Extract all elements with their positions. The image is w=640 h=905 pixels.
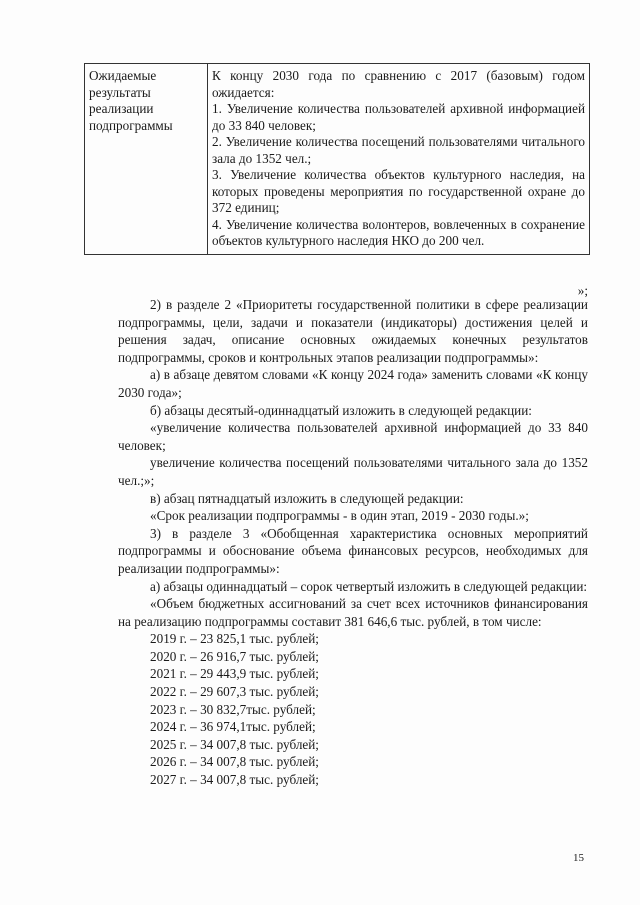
paragraph: увеличение количества посещений пользователями читального зала до 1352 чел.;»; — [118, 455, 588, 488]
paragraph: б) абзацы десятый-одиннадцатый изложить в следующей редакции: — [150, 402, 532, 418]
closing-quote: »; — [577, 283, 588, 298]
document-body — [118, 296, 588, 789]
list-item: 2021 г. – 29 443,9 тыс. рублей; — [150, 666, 319, 682]
list-item: 2027 г. – 34 007,8 тыс. рублей; — [150, 772, 319, 788]
table-intro: К концу 2030 года по сравнению с 2017 (базовым) годом ожидается: — [212, 68, 585, 100]
list-item: 2022 г. – 29 607,3 тыс. рублей; — [150, 684, 319, 700]
table-item: 1. Увеличение количества пользователей архивной информацией до 33 840 человек; — [212, 101, 585, 133]
funding-years-list — [118, 630, 588, 788]
table-item: 4. Увеличение количества волонтеров, вовлеченных в сохранение объектов культурного наследия НКО до 200 чел. — [212, 216, 585, 248]
list-item: 2020 г. – 26 916,7 тыс. рублей; — [150, 648, 319, 664]
paragraph: а) в абзаце девятом словами «К концу 2024 года» заменить словами «К концу 2030 года»; — [118, 367, 588, 400]
paragraph: 3) в разделе 3 «Обобщенная характеристика основных мероприятий подпрограммы и обоснование объема финансовых ресурсов, необходимых для реализации подпрограммы»: — [118, 525, 588, 576]
list-item: 2019 г. – 23 825,1 тыс. рублей; — [150, 631, 319, 647]
paragraph: в) абзац пятнадцатый изложить в следующей редакции: — [150, 490, 464, 506]
paragraph: «увеличение количества пользователей архивной информацией до 33 840 человек; — [118, 420, 588, 453]
table-row — [85, 64, 590, 255]
paragraph: «Объем бюджетных ассигнований за счет всех источников финансирования на реализацию подпрограммы составит 381 646,6 тыс. рублей, в том числе: — [118, 596, 588, 629]
table-item: 2. Увеличение количества посещений пользователями читального зала до 1352 чел.; — [212, 134, 585, 166]
table-label-cell: Ожидаемые результаты реализации подпрограммы — [85, 64, 208, 255]
list-item: 2025 г. – 34 007,8 тыс. рублей; — [150, 736, 319, 752]
paragraph: «Срок реализации подпрограммы - в один этап, 2019 - 2030 годы.»; — [150, 508, 529, 524]
table-value-cell — [208, 64, 590, 255]
table-item: 3. Увеличение количества объектов культурного наследия, на которых проведены мероприятия по государственной охране до 372 единиц; — [212, 167, 585, 215]
results-table — [84, 63, 590, 255]
page-number: 15 — [573, 852, 584, 864]
paragraph: а) абзацы одиннадцатый – сорок четвертый изложить в следующей редакции: — [150, 578, 588, 594]
list-item: 2026 г. – 34 007,8 тыс. рублей; — [150, 754, 319, 770]
list-item: 2023 г. – 30 832,7тыс. рублей; — [150, 701, 316, 717]
paragraph: 2) в разделе 2 «Приоритеты государственной политики в сфере реализации подпрограммы, цели, задачи и показатели (индикаторы) достижения целей и решения задач, описание основных ожидаемых конечных результатов подпрограммы, сроков и контрольных этапов реализации подпрограммы»: — [118, 297, 588, 365]
list-item: 2024 г. – 36 974,1тыс. рублей; — [150, 719, 316, 735]
